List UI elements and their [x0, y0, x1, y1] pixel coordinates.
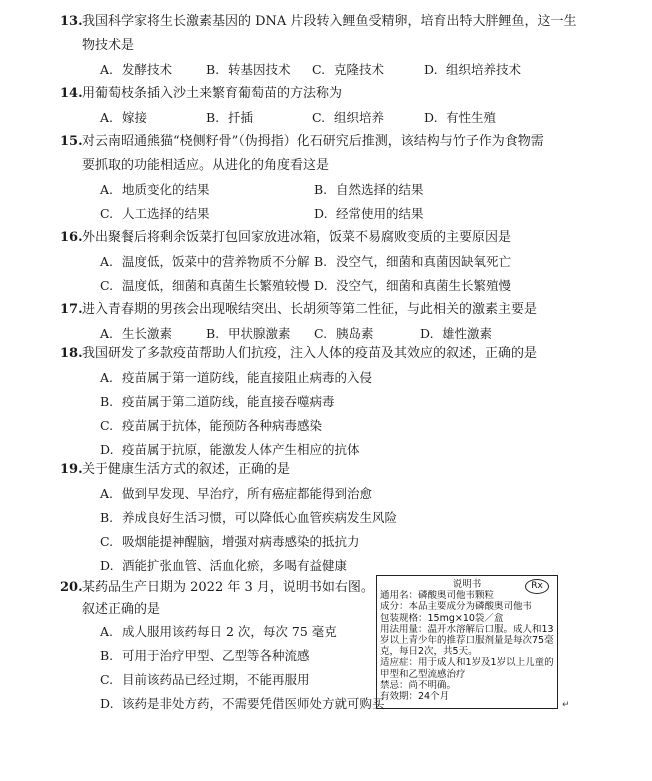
question-16 — [60, 230, 511, 246]
question-number: 19. — [60, 462, 83, 477]
leaflet-indications: 适应症：用于成人和1岁及1岁以上儿童的甲型和乙型流感治疗 — [380, 657, 554, 680]
question-number: 15. — [60, 134, 83, 149]
option-a: A. 地质变化的结果 — [100, 182, 210, 197]
question-13 — [60, 14, 576, 30]
option-c: C. 吸烟能提神醒脑，增强对病毒感染的抵抗力 — [100, 534, 360, 549]
leaflet-title: 说明书 — [452, 579, 482, 590]
option-b: B. 养成良好生活习惯，可以降低心血管疾病发生风险 — [100, 510, 398, 525]
option-a: A. 疫苗属于第一道防线，能直接阻止病毒的入侵 — [100, 370, 373, 385]
question-stem: 用葡萄枝条插入沙土来繁育葡萄苗的方法称为 — [82, 86, 343, 101]
option-c: C. 人工选择的结果 — [100, 206, 210, 221]
option-b: B. 甲状腺激素 — [206, 326, 291, 341]
option-a: A. 温度低，饭菜中的营养物质不分解 — [100, 254, 310, 269]
question-stem-continued: 物技术是 — [82, 38, 135, 53]
question-stem: 某药品生产日期为 2022 年 3 月，说明书如右图。 — [82, 580, 374, 595]
rx-badge: Rx — [525, 579, 549, 594]
question-17 — [60, 302, 537, 318]
option-a: A. 嫁接 — [100, 110, 148, 125]
option-b: B. 疫苗属于第二道防线，能直接吞噬病毒 — [100, 394, 335, 409]
question-20 — [60, 580, 374, 596]
question-number: 13. — [60, 14, 83, 29]
option-b: B. 可用于治疗甲型、乙型等各种流感 — [100, 648, 310, 663]
option-d: D. 经常使用的结果 — [314, 206, 424, 221]
leaflet-dosage: 用法用量：温开水溶解后口服。成人和13岁以上青少年的推荐口服剂量是每次75毫克，每日2次，共5天。 — [380, 623, 554, 658]
option-b: B. 转基因技术 — [206, 62, 291, 77]
question-stem-continued: 要抓取的功能相适应。从进化的角度看这是 — [82, 158, 330, 173]
question-18 — [60, 346, 537, 362]
leaflet-ingredients: 成分：本品主要成分为磷酸奥司他韦 — [380, 601, 533, 613]
question-stem: 对云南昭通熊猫“桡侧籽骨”（伪拇指）化石研究后推测，该结构与竹子作为食物需 — [82, 134, 544, 149]
option-c: C. 疫苗属于抗体，能预防各种病毒感染 — [100, 418, 323, 433]
option-c: C. 克隆技术 — [312, 62, 385, 77]
option-b: B. 扦插 — [206, 110, 254, 125]
option-d: D. 没空气，细菌和真菌生长繁殖慢 — [314, 278, 512, 293]
question-number: 18. — [60, 346, 83, 361]
option-a: A. 发酵技术 — [100, 62, 173, 77]
drug-leaflet — [376, 575, 558, 709]
option-b: B. 自然选择的结果 — [314, 182, 424, 197]
question-stem: 我国研发了多款疫苗帮助人们抗疫，注入人体的疫苗及其效应的叙述，正确的是 — [82, 346, 538, 361]
question-number: 17. — [60, 302, 83, 317]
question-stem-continued: 叙述正确的是 — [82, 602, 161, 617]
question-number: 16. — [60, 230, 83, 245]
question-stem: 进入青春期的男孩会出现喉结突出、长胡须等第二性征，与此相关的激素主要是 — [82, 302, 538, 317]
leaflet-package-spec: 包装规格：15mg×10袋／盒 — [380, 612, 504, 624]
question-stem: 我国科学家将生长激素基因的 DNA 片段转入鲤鱼受精卵，培育出特大胖鲤鱼，这一生 — [82, 14, 577, 29]
option-a: A. 生长激素 — [100, 326, 173, 341]
option-d: D. 有性生殖 — [424, 110, 497, 125]
option-c: C. 温度低，细菌和真菌生长繁殖较慢 — [100, 278, 310, 293]
question-14 — [60, 86, 342, 102]
question-19 — [60, 462, 290, 478]
option-a: A. 做到早发现、早治疗，所有癌症都能得到治愈 — [100, 486, 373, 501]
option-d: D. 该药是非处方药，不需要凭借医师处方就可购买 — [100, 696, 385, 711]
option-d: D. 酒能扩张血管、活血化瘀，多喝有益健康 — [100, 558, 348, 573]
option-c: C. 目前该药品已经过期，不能再服用 — [100, 672, 310, 687]
option-d: D. 组织培养技术 — [424, 62, 522, 77]
question-15 — [60, 134, 544, 150]
option-a: A. 成人服用该药每日 2 次，每次 75 毫克 — [100, 624, 337, 639]
option-b: B. 没空气，细菌和真菌因缺氧死亡 — [314, 254, 512, 269]
question-stem: 外出聚餐后将剩余饭菜打包回家放进冰箱，饭菜不易腐败变质的主要原因是 — [82, 230, 512, 245]
question-number: 20. — [60, 580, 83, 595]
paragraph-return-mark: ↵ — [562, 700, 570, 710]
leaflet-expiry: 有效期：24个月 — [380, 691, 450, 703]
option-c: C. 胰岛素 — [314, 326, 374, 341]
leaflet-contraindications: 禁忌：尚不明确。 — [380, 679, 457, 691]
leaflet-generic-name: 通用名：磷酸奥司他韦颗粒 — [380, 590, 495, 602]
question-number: 14. — [60, 86, 83, 101]
option-d: D. 雄性激素 — [420, 326, 493, 341]
question-stem: 关于健康生活方式的叙述，正确的是 — [82, 462, 291, 477]
option-d: D. 疫苗属于抗原，能激发人体产生相应的抗体 — [100, 442, 360, 457]
option-c: C. 组织培养 — [312, 110, 385, 125]
